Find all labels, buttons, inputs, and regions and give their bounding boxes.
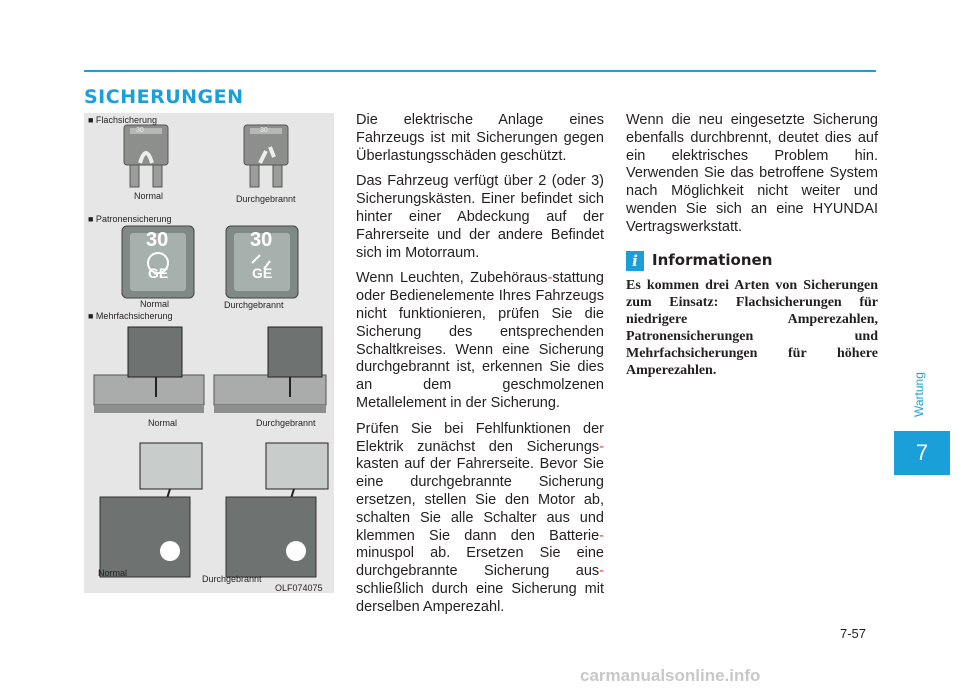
label-normal-4: Normal bbox=[98, 568, 128, 578]
para-replace-fuse: Prüfen Sie bei Fehlfunktionen der Elektrik zunächst den Sicherungs-kasten auf der Fahrerseite. Bevor Sie eine durchgebrannte Sicherung ersetzen, stellen Sie den Motor ab, schalten Sie alle Schalter aus und klemmen Sie dann den Batterie-minuspol ab. Ersetzen Sie eine durchgebrannte Sicherung aus-schließlich durch eine Sicherung mit derselben Amperezahl. bbox=[356, 420, 604, 615]
text-column-2 bbox=[626, 112, 878, 379]
label-normal-2: Normal bbox=[140, 299, 170, 309]
flat-fuse-blown-drawing bbox=[244, 125, 288, 187]
label-blown-2: Durchgebrannt bbox=[224, 300, 284, 310]
para-check-fuse: Wenn Leuchten, Zubehöraus-stattung oder Bedienelemente Ihres Fahrzeugs nicht funktionieren, prüfen Sie die Sicherung des entsprechenden Schaltkreises. Wenn eine Sicherung durchgebrannt ist, erkennen Sie dies an dem geschmolzenen Metallelement in der Sicherung. bbox=[356, 270, 604, 411]
label-multi-fuse: ■ Mehrfachsicherung bbox=[88, 311, 173, 321]
label-blown-3: Durchgebrannt bbox=[256, 418, 316, 428]
chapter-label: Wartung bbox=[912, 372, 926, 418]
page-number: 7-57 bbox=[840, 626, 867, 641]
fuse-box-blown-drawing bbox=[226, 443, 328, 577]
label-cartridge-fuse: ■ Patronensicherung bbox=[88, 214, 172, 224]
chapter-tab: 7 bbox=[894, 431, 950, 475]
info-body: Es kommen drei Arten von Sicherungen zum Einsatz: Flachsicherungen für niedrigere Amperezahlen, Patronensicherungen und Mehrfachsicherungen für höhere Amperezahlen. bbox=[626, 277, 879, 378]
fuse-rating-1: 30 bbox=[136, 127, 144, 134]
fuse-illustration bbox=[84, 113, 334, 593]
para-fuse-boxes: Das Fahrzeug verfügt über 2 (oder 3) Sicherungskästen. Einer befindet sich hinter einer Abdeckung auf der Fahrerseite und der andere Befindet sich im Motorraum. bbox=[356, 173, 604, 261]
fuse-box-normal-drawing bbox=[100, 443, 202, 577]
para-repeat-blow: Wenn die neu eingesetzte Sicherung ebenfalls durchbrennt, deutet dies auf ein elektrisches Problem hin. Verwenden Sie das betroffene System nach Möglichkeit nicht weiter und wenden Sie sich an eine HYUNDAI Vertragswerkstatt. bbox=[626, 112, 878, 235]
top-rule bbox=[84, 70, 876, 72]
label-blown-1: Durchgebrannt bbox=[236, 194, 296, 204]
info-icon: i bbox=[626, 251, 644, 271]
para-fuse-protection: Die elektrische Anlage eines Fahrzeugs ist mit Sicherungen gegen Überlastungsschäden geschützt. bbox=[356, 112, 604, 164]
multi-fuse-normal-drawing bbox=[94, 327, 204, 413]
text-column-1 bbox=[356, 112, 604, 625]
info-heading bbox=[626, 251, 878, 271]
section-title: SICHERUNGEN bbox=[84, 86, 244, 108]
label-normal-1: Normal bbox=[134, 191, 164, 201]
flat-fuse-normal-drawing bbox=[124, 125, 168, 187]
figure-code: OLF074075 bbox=[275, 583, 323, 593]
cartridge-mark-1: GE bbox=[148, 265, 169, 281]
label-normal-3: Normal bbox=[148, 418, 178, 428]
watermark: carmanualsonline.info bbox=[580, 666, 761, 685]
label-blown-4: Durchgebrannt bbox=[202, 574, 262, 584]
fuse-rating-2: 30 bbox=[260, 127, 268, 134]
fuse-drawings bbox=[84, 113, 334, 593]
label-flat-fuse: ■ Flachsicherung bbox=[88, 115, 157, 125]
cartridge-rating-1: 30 bbox=[146, 229, 169, 251]
cartridge-rating-2: 30 bbox=[250, 229, 273, 251]
info-title: Informationen bbox=[652, 250, 773, 269]
multi-fuse-blown-drawing bbox=[214, 327, 326, 413]
cartridge-mark-2: GE bbox=[252, 265, 273, 281]
